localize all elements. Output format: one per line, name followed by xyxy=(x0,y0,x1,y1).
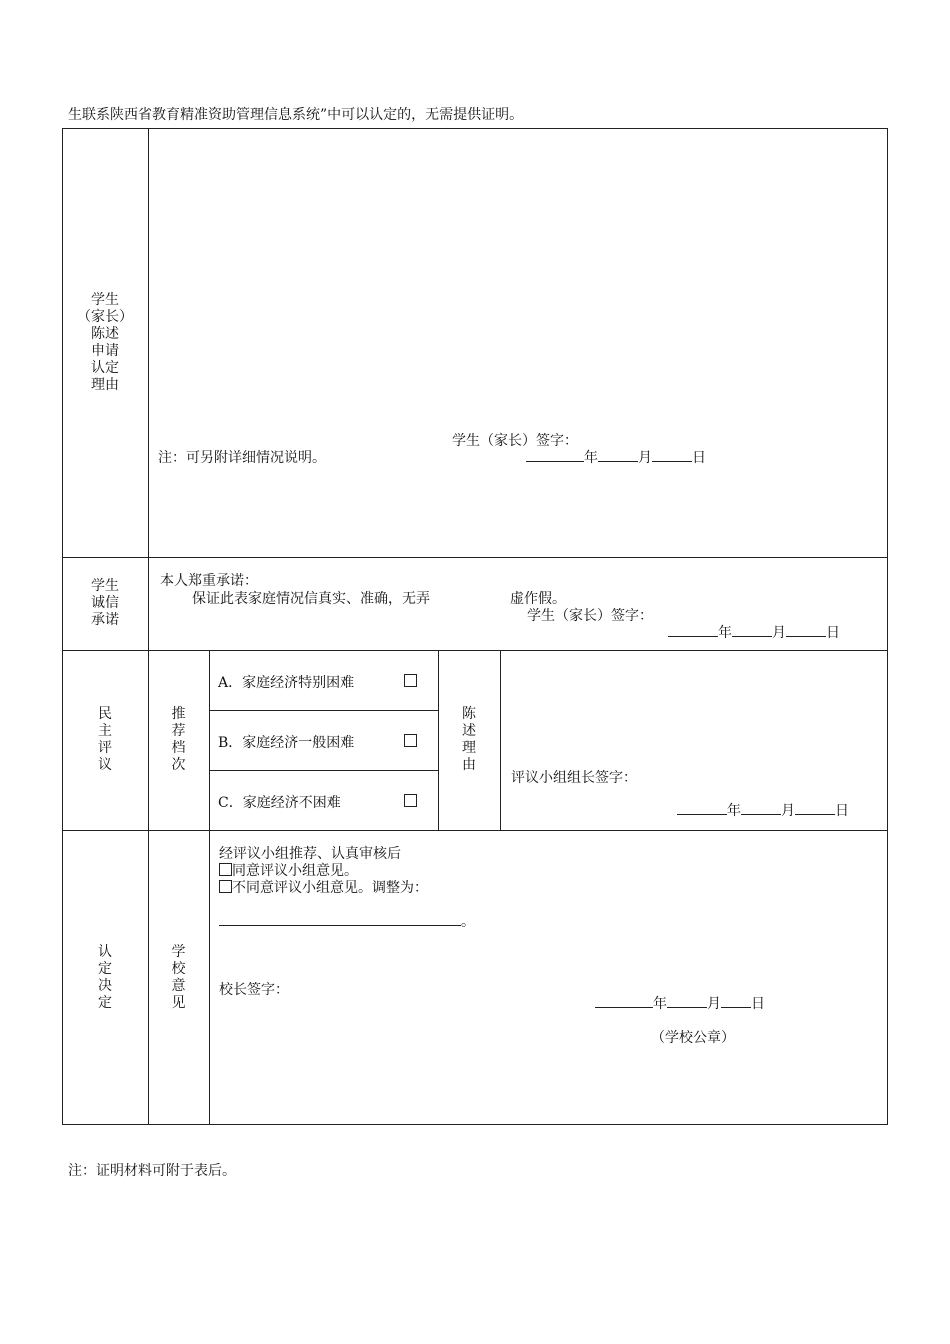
adjustment-field[interactable]: 。 xyxy=(219,911,475,931)
integrity-label: 学生 诚信 承诺 xyxy=(91,578,119,628)
integrity-line1: 本人郑重承诺： xyxy=(160,573,258,589)
disagree-checkbox[interactable] xyxy=(219,880,232,893)
principal-sign-label: 校长签字： xyxy=(219,982,289,998)
school-opinion-label: 学 校 意 见 xyxy=(171,944,186,1011)
democratic-label: 民 主 评 议 xyxy=(98,706,112,773)
review-sign-label: 评议小组组长签字： xyxy=(511,770,637,786)
statement-note: 注：可另附详细情况说明。 xyxy=(158,450,326,466)
table-border-right xyxy=(887,128,888,1125)
option-a-checkbox[interactable] xyxy=(404,674,417,687)
option-divider-2 xyxy=(209,770,438,771)
integrity-sign-label: 学生（家长）签字： xyxy=(527,608,653,624)
disagree-option[interactable]: 不同意评议小组意见。调整为： xyxy=(219,877,428,897)
reason-column-divider xyxy=(500,650,501,830)
decision-label: 认 定 决 定 xyxy=(98,944,112,1011)
integrity-line2a: 保证此表家庭情况信真实、准确，无弄 xyxy=(192,591,430,607)
integrity-line2b: 虚作假。 xyxy=(510,591,566,607)
header-note: 生联系陕西省教育精准资助管理信息系统”中可以认定的，无需提供证明。 xyxy=(68,107,524,123)
statement-label: 学生 （家长） 陈述 申请 认定 理由 xyxy=(77,292,133,393)
school-seal-label: （学校公章） xyxy=(651,1030,735,1046)
reason-label: 陈 述 理 由 xyxy=(462,706,476,773)
row-divider-2 xyxy=(62,650,888,651)
option-c-checkbox[interactable] xyxy=(404,794,417,807)
option-divider-1 xyxy=(209,710,438,711)
agree-option[interactable]: 同意评议小组意见。 xyxy=(219,860,358,880)
row-divider-1 xyxy=(62,557,888,558)
statement-sign-label: 学生（家长）签字： xyxy=(452,433,578,449)
option-b[interactable]: B．家庭经济一般困难 xyxy=(218,735,355,751)
table-border-bottom xyxy=(62,1124,888,1125)
decision-line1: 经评议小组推荐、认真审核后 xyxy=(219,846,401,862)
option-a[interactable]: A．家庭经济特别困难 xyxy=(218,675,355,691)
footer-note: 注：证明材料可附于表后。 xyxy=(68,1163,236,1179)
sublabel-column-divider xyxy=(209,650,210,1125)
option-c[interactable]: C．家庭经济不困难 xyxy=(218,795,341,811)
statement-date: 年 月 日 xyxy=(526,447,706,467)
recommend-level-label: 推 荐 档 次 xyxy=(171,706,186,773)
agree-checkbox[interactable] xyxy=(219,863,232,876)
table-border-top xyxy=(62,128,888,129)
option-b-checkbox[interactable] xyxy=(404,734,417,747)
integrity-date: 年 月 日 xyxy=(668,622,840,642)
decision-date: 年 月 日 xyxy=(595,993,765,1013)
row-divider-3 xyxy=(62,830,888,831)
review-date: 年 月 日 xyxy=(677,800,849,820)
